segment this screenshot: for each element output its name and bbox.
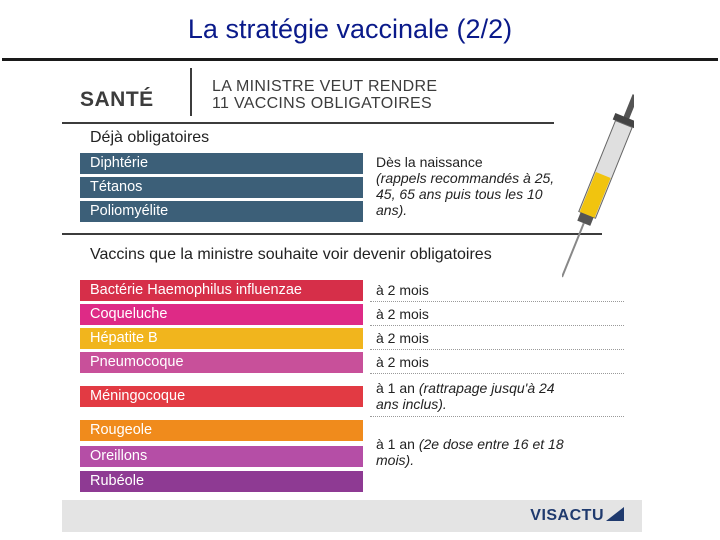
meningocoque-note-main: à 1 an [376,380,415,396]
schedule-note: à 2 mois [376,282,429,298]
rro-note [376,436,566,468]
dotted-separator [370,325,624,326]
vaccine-bar-hepatite-b: Hépatite B [80,328,363,349]
rro-note-detail: (2e dose entre 16 et 18 mois). [376,436,564,468]
meningocoque-note [376,380,566,412]
vaccine-bar-diphtherie: Diphtérie [80,153,363,174]
vaccine-bar-tetanos: Tétanos [80,177,363,198]
mandatory-note-detail: (rappels recommandés à 25, 45, 65 ans puis tous les 10 ans). [376,170,555,218]
header-rule [62,122,554,124]
schedule-note: à 2 mois [376,354,429,370]
proposed-section-title: Vaccins que la ministre souhaite voir devenir obligatoires [90,246,492,263]
meningocoque-note-detail: (rattrapage jusqu'à 24 ans inclus). [376,380,555,412]
title-rule [2,58,718,61]
vaccine-bar-pneumocoque: Pneumocoque [80,352,363,373]
mandatory-note [376,154,556,218]
vaccine-bar-meningocoque: Méningocoque [80,386,363,407]
header-divider [190,68,192,116]
vaccine-bar-oreillons: Oreillons [80,446,363,467]
dotted-separator [370,349,624,350]
dotted-separator [370,416,624,417]
header-headline [212,78,437,112]
vaccine-bar-poliomyelite: Poliomyélite [80,201,363,222]
footer-band [62,500,642,532]
dotted-separator [370,301,624,302]
section-rule [62,233,602,235]
mandatory-note-main: Dès la naissance [376,154,483,170]
brand-logo [530,507,624,525]
vaccine-bar-rougeole: Rougeole [80,420,363,441]
headline-line-1: LA MINISTRE VEUT RENDRE [212,78,438,95]
schedule-note: à 2 mois [376,306,429,322]
header-tag: SANTÉ [80,88,154,111]
vaccine-bar-rubeole: Rubéole [80,471,363,492]
brand-name: VISACTU [530,507,604,524]
vaccine-bar-coqueluche: Coqueluche [80,304,363,325]
dotted-separator [370,373,624,374]
headline-line-2: 11 VACCINS OBLIGATOIRES [212,95,433,112]
slide-title: La stratégie vaccinale (2/2) [187,14,513,44]
vaccine-bar-haemophilus: Bactérie Haemophilus influenzae [80,280,363,301]
mandatory-section-title: Déjà obligatoires [90,129,210,146]
schedule-note: à 2 mois [376,330,429,346]
infographic [62,66,642,532]
syringe-icon [562,88,634,288]
brand-mark-icon [606,507,624,521]
rro-note-main: à 1 an [376,436,415,452]
